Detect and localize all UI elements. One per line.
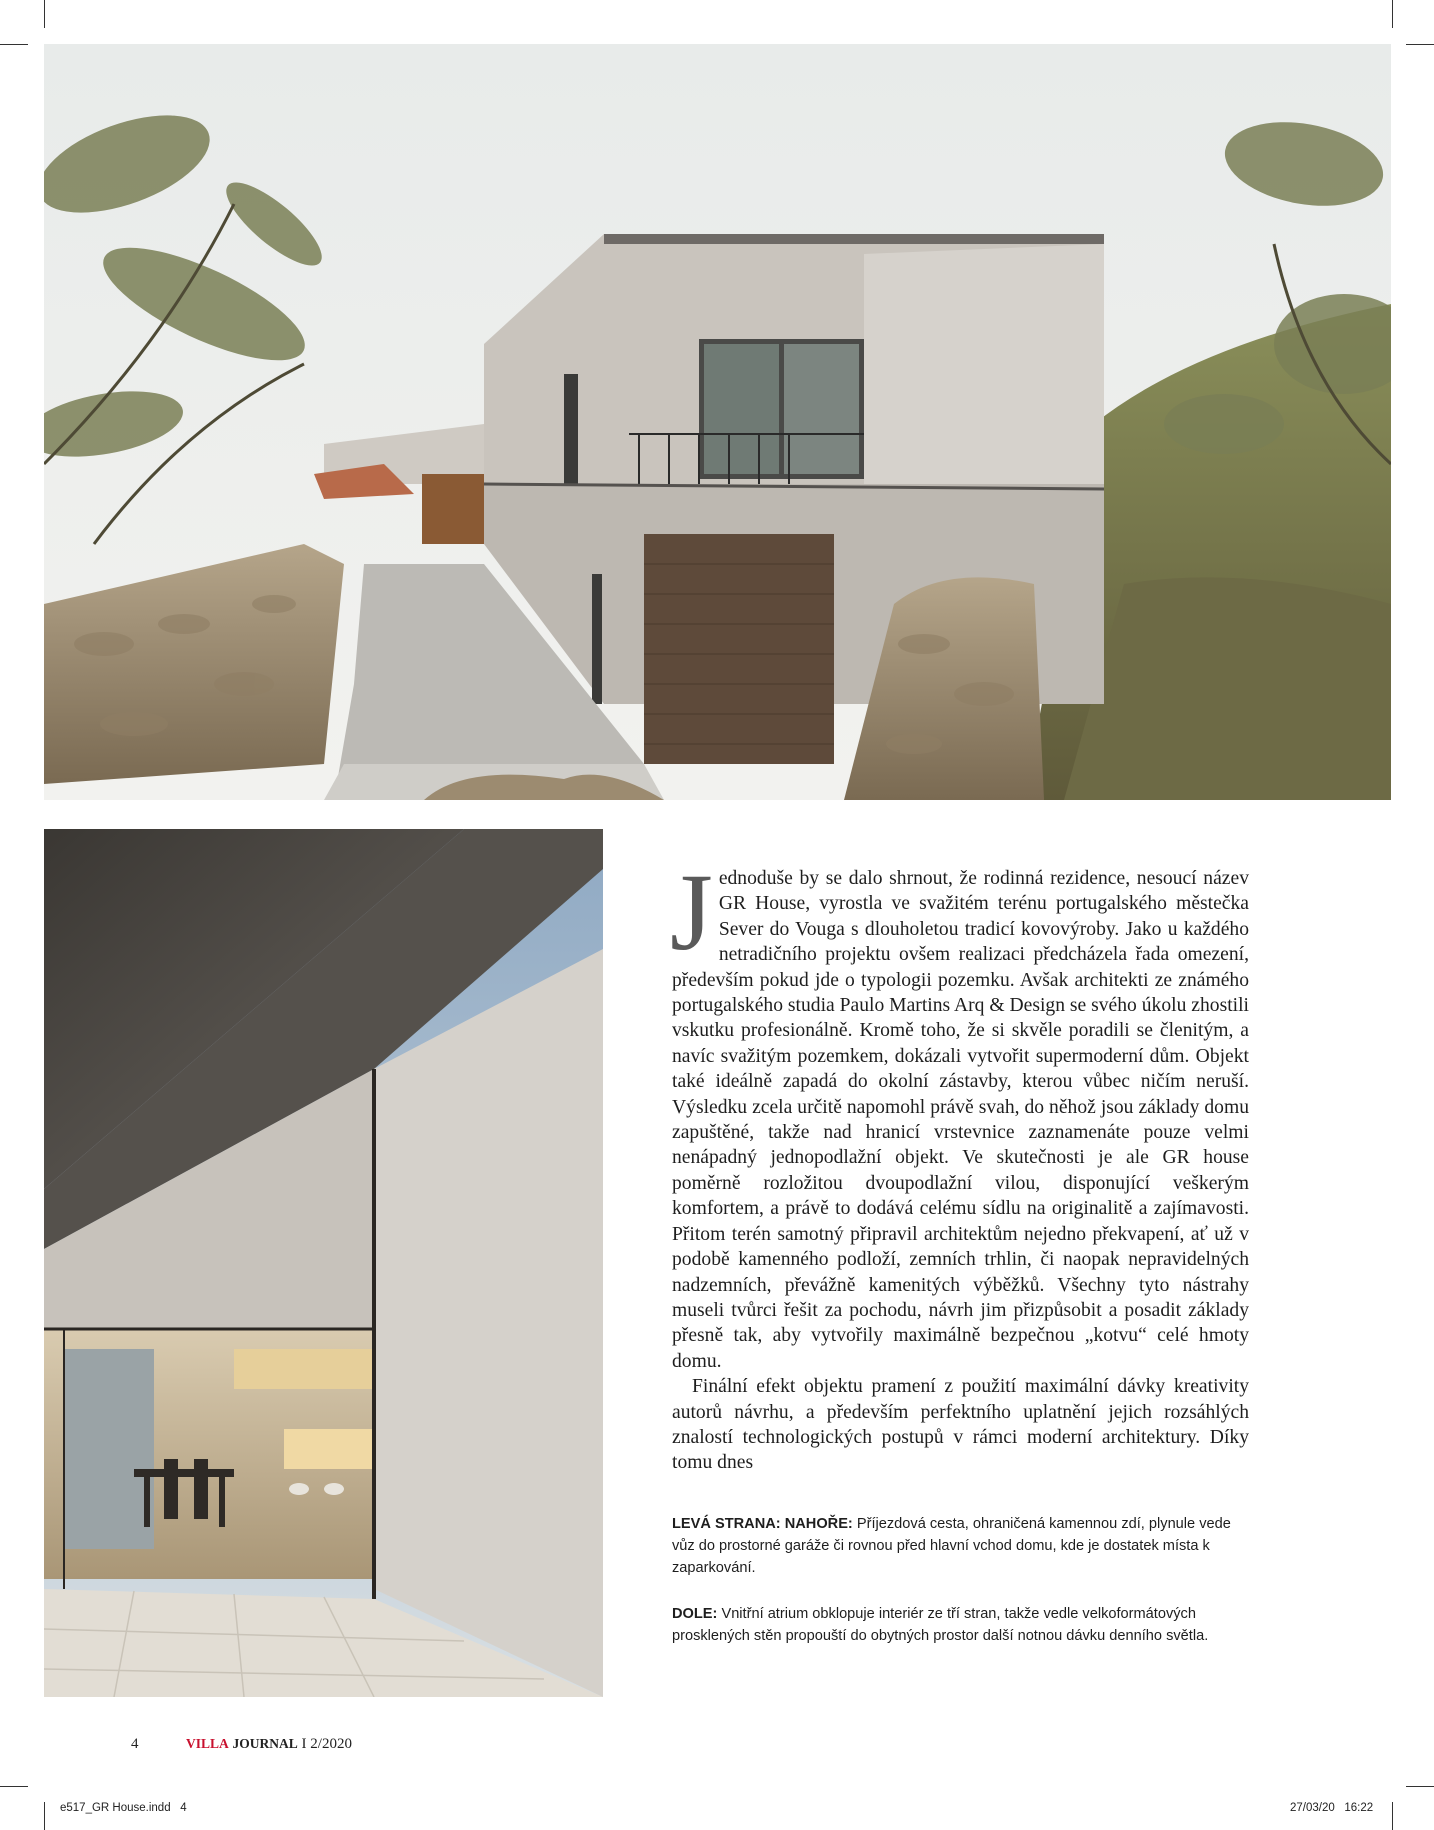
crop-mark (44, 1802, 45, 1830)
caption-text: Příjezdová cesta, ohraničená kamennou zdí, plynule vede vůz do prostorné garáže či rovnou před hlavní vchod domu, kde je dostatek místa k zaparkování. (672, 1516, 1231, 1576)
crop-mark (44, 0, 45, 28)
article-paragraph (670, 851, 1249, 1374)
crop-mark (0, 1786, 28, 1787)
caption-bottom (672, 1603, 1232, 1647)
magazine-name-journal: JOURNAL (232, 1736, 298, 1751)
article-paragraph: Finální efekt objektu pramení z použití maximální dávky kreativity autorů návrhu, a především perfektního uplatnění jejich rozsáhlých znalostí technologických postupů v rámci moderní architektury. Díky tomu dnes (672, 1376, 1249, 1474)
caption-label: LEVÁ STRANA: NAHOŘE: (672, 1516, 853, 1532)
folio (131, 1736, 352, 1753)
house-exterior-photo (44, 44, 1391, 800)
drop-cap: J (670, 851, 713, 973)
crop-mark (1392, 0, 1393, 28)
slug-datetime: 27/03/20 16:22 (1290, 1802, 1374, 1814)
caption-label: DOLE: (672, 1606, 718, 1622)
crop-mark (1406, 44, 1434, 45)
slug-filename: e517_GR House.indd 4 (60, 1802, 187, 1814)
crop-mark (1392, 1802, 1393, 1830)
page-number: 4 (131, 1736, 139, 1752)
atrium-photo (44, 829, 603, 1697)
crop-mark (1406, 1786, 1434, 1787)
caption-top (672, 1513, 1232, 1579)
article-paragraph-text: ednoduše by se dalo shrnout, že rodinná rezidence, nesoucí název GR House, vyrostla ve svažitém terénu portugalského městečka Sever do Vouga s dlouholetou tradicí kovovýroby. Jako u každého netradičního projektu ovšem realizaci předcházela řada omezení, především pokud jde o typologii pozemku. Avšak architekti ze známého portugalského studia Paulo Martins Arq & Design se svého úkolu zhostili vskutku profesionálně. Kromě toho, že si skvěle poradili se členitým, a navíc svažitým pozemkem, dokázali vytvořit supermoderní dům. Objekt také ideálně zapadá do okolní zástavby, kterou vůbec ničím neruší. Výsledku zcela určitě napomohl právě svah, do něhož jsou základy domu zapuštěné, takže nad hranicí vrstevnice zaznamenáte pouze velmi nenápadný jednopodlažní objekt. Ve skutečnosti je ale GR house poměrně rozložitou dvoupodlažní vilou, disponující veškerým komfortem, a právě to dodává celému sídlu na originalitě a zajímavosti. Přitom terén samotný připravil architektům nejedno překvapení, ať už v podobě kamenného podloží, zemních trhlin, či naopak nepravidelných nadzemních, převážně kamenitých výběžků. Všechny tyto nástrahy museli tvůrci řešit za pochodu, návrh jim přizpůsobit a posadit základy přesně tak, aby vytvořily maximálně bezpečnou „kotvu“ celé hmoty domu. (672, 868, 1249, 1372)
article-body (670, 851, 1249, 1476)
folio-separator: I (301, 1736, 307, 1752)
magazine-name-villa: VILLA (186, 1736, 229, 1751)
caption-text: Vnitřní atrium obklopuje interiér ze tří stran, takže vedle velkoformátových prosklených stěn propouští do obytných prostor další notnou dávku denního světla. (672, 1606, 1209, 1644)
issue-number: 2/2020 (310, 1736, 352, 1752)
crop-mark (0, 44, 28, 45)
photo-captions (672, 1513, 1232, 1671)
